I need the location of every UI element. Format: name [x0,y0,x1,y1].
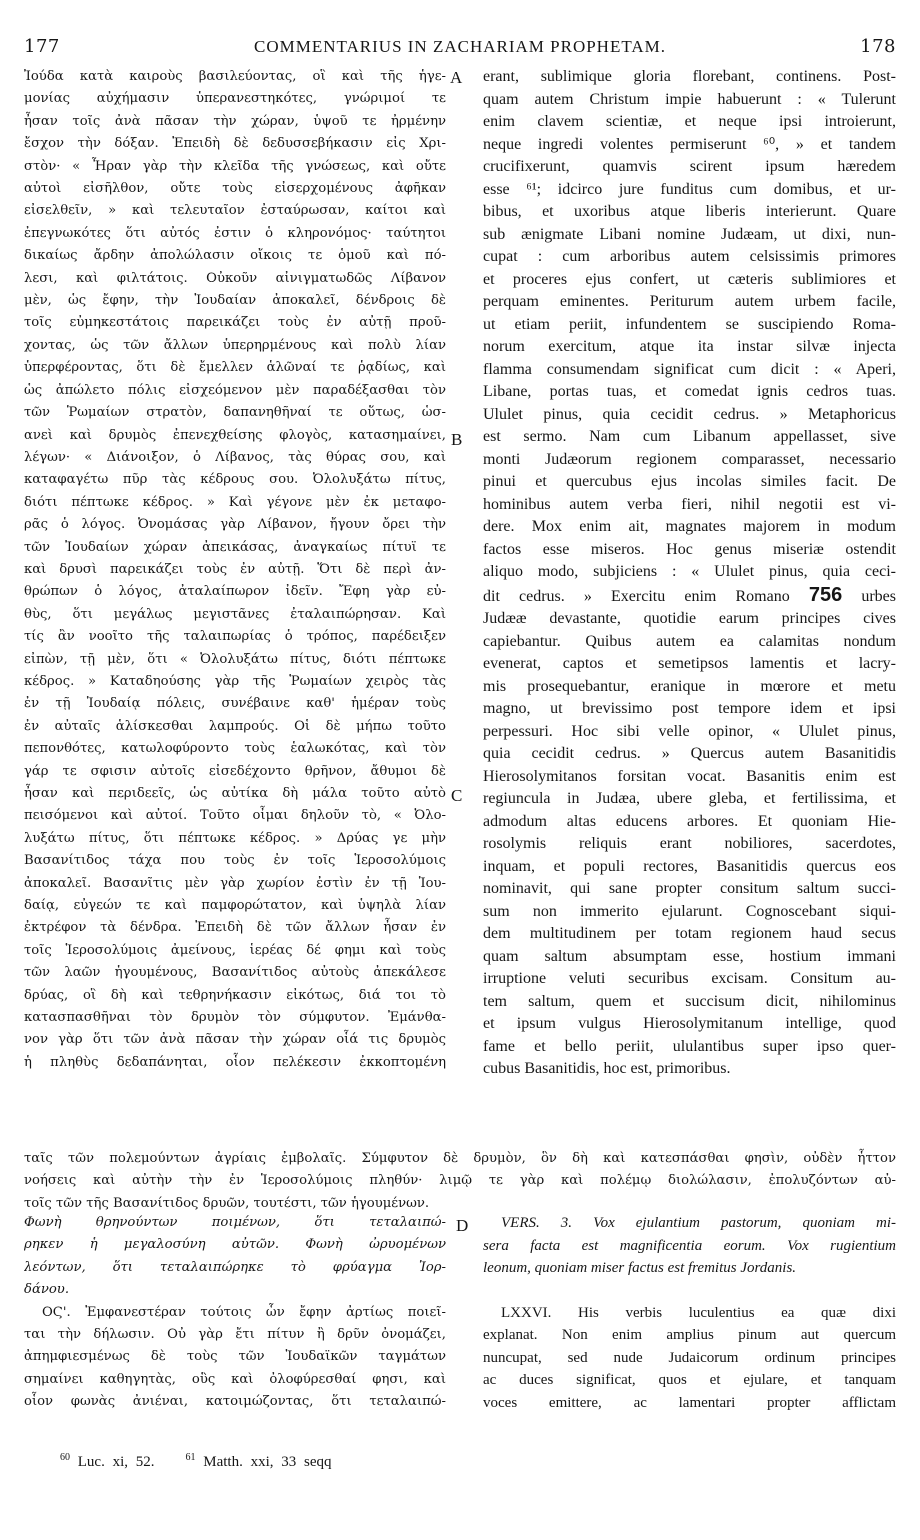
greek-text-line: κατασπασθῆναι τὸν δρυμὸν τὸν σύμφυτον. Ἐμάνθα- [24,1010,446,1026]
greek-text-line: ἐν αὐταῖς ἁλίσκεσθαι λαμπρούς. Οἱ δὲ μήπω τοῦτο [24,718,446,734]
latin-comment-line: voces emittere, ac lamentari propter afflictam [483,1394,896,1411]
greek-text-line: τίς ἂν νοοῖτο τῆς ταλαιπωρίας ὁ τρόπος, παρέδειξεν [24,629,446,645]
greek-text-line: νον γὰρ ὅτι τῶν ἀνὰ πᾶσαν τὴν χώραν οἷά τις δρυμὸς [24,1032,446,1048]
latin-text-line: enim clavem scientiæ, et neque ipsi introierunt, [483,113,896,130]
greek-text-line: μονίας αὐχήμασιν ὑπερανεστηκότες, γνώριμοί τε [24,91,446,107]
latin-text-line: aliquo modo, subjiciens : « Ululet pinus, quia ceci- [483,563,896,580]
latin-text-line: inquam, et populi rectores, Basanitidis quercus eos [483,857,896,875]
greek-verse-line: Φωνὴ θρηνούντων ποιμένων, ὅτι τεταλαιπώ- [24,1215,446,1230]
greek-text-line: τῶν λαῶν ἡγουμένους, Βασανίτιδος αὐτοὺς ἀπεκάλεσε [24,965,446,981]
latin-text-line: quam saltum absumptam esse, hostium immani [483,947,896,965]
greek-text-line: ἡ πληθὺς δεδαπάνηται, οἷον πελέκεσιν ἐκκοπτομένη [24,1054,446,1070]
latin-text-line: cubus Basanitidis, hoc est, primoribus. [483,1060,731,1077]
latin-text-line: et ipsum vulgus Hierosolymitanum intellige, quod [483,1015,896,1032]
latin-verse-line: sera facta est magnificentia eorum. Vox rugientium [483,1237,896,1254]
latin-comment-line: ac duces significat, quos et ejulare, et tanquam [483,1372,896,1388]
greek-text-line: μὲν, ὡς ἔφην, τὴν Ἰουδαίαν ἀποκαλεῖ, δένδροις δὲ [24,293,446,309]
running-header [24,36,896,66]
greek-text-line: ἐκτρέφον τὰ δένδρα. Ἐπειδὴ δὲ τῶν ἄλλων ἦσαν ἐν [24,920,446,936]
greek-text-line: κέδρος. » Καταδηούσης γὰρ τῆς Ῥωμαίων χειρὸς τὰς [24,673,446,689]
latin-text-line: irruptione veluti securibus excisam. Consitum au- [483,970,896,987]
greek-column [24,66,446,1074]
greek-text-line: λέγων· « Διάνοιξον, ὁ Λίβανος, τὰς θύρας σου, καὶ [24,449,446,465]
latin-text-line: neque ingredi volentes permiserunt ⁶⁰, » et tandem [483,135,896,153]
margin-marker-c: C [451,786,463,805]
latin-lower-column [483,1212,896,1414]
latin-text-line: norum exercitum, atque ita instar silvæ injecta [483,338,896,355]
latin-text-line: cupat : cum arboribus autem celsissimis primores [483,248,896,265]
latin-text-line: fame et bello periit, ululantibus super ipso quer- [483,1037,896,1055]
greek-text-line: εἰσελθεῖν, » καὶ τελευταῖον ἐσταύρωσαν, καίτοι καὶ [24,203,446,219]
greek-full-line: τοῖς τῶν τῆς Βασανίτιδος δρυῶν, τουτέστι, τῶν ἡγουμένων. [24,1195,430,1211]
greek-text-line: ὑπερφέροντας, ὅτι δὲ ἔμελλεν ἁλῶναί τε ῥᾳδίως, καὶ [24,360,446,376]
greek-text-line: ἦσαν καὶ περιδεεῖς, ὡς αὐτίκα δὴ μάλα τοῦτο αὐτὸ [24,786,446,801]
greek-text-line: ἐν τῇ Ἰουδαίᾳ πόλεις, συνέβαινε καθ' ἡμέραν τοὺς [24,696,446,712]
latin-text-line: sub ænigmate Libani nomine Judæam, ut dixi, nun- [483,225,896,243]
greek-text-line: ἀποκαλεῖ. Βασανῖτις μὲν γὰρ χωρίον ἐστὶν ἐν τῇ Ἰου- [24,875,446,891]
footnote-61-number: 61 [185,1452,196,1463]
latin-text-line: monti Judæorum regionem comparasset, necessario [483,450,896,468]
latin-text-line: Ululet pinus, quia cecidit cedrus. » Metaphoricus [483,405,896,423]
latin-text-line: dit cedrus. » Exercitu enim Romano 756 urbes [483,583,896,606]
greek-text-line: ἐπεγνωκότες ὅτι αὐτός ἐστιν ὁ κληρονόμος· ταύτητοι [24,225,446,241]
greek-text-line: διότι πέπτωκε κέδρος. » Καὶ γέγονε μὲν ἐκ μεταφο- [24,494,446,510]
latin-text-line: hominibus autem verba fieri, nihil negotii est vi- [483,495,896,513]
latin-text-line: factos esse miseros. Hoc genus miseriæ ostendit [483,540,896,558]
greek-text-line: τῶν Ἰουδαίων χώραν ἀπεικάσας, ἀναγκαίως πίτυϊ τε [24,539,446,555]
latin-text-line: perquam eminentes. Periturum autem urbem facile, [483,293,896,310]
greek-text-line: πεπονθότες, κατωλοφύροντο τοὺς ἑαλωκότας, καὶ τὸν [24,741,446,757]
latin-text-line: admodum altas educens arbores. Et quoniam Hie- [483,812,896,830]
greek-lower-column [24,1212,446,1414]
greek-text-line: δικαίως ἄρδην ἀπολώλασιν οἴκοις τε ὁμοῦ καὶ πό- [24,248,446,264]
latin-text-line: regiuncula in Judæa, ubere gleba, et fertilissima, et [483,790,896,807]
greek-text-line: τοῖς εὐμηκεστάτοις παρεικάζει τοὺς ἐν αὐτῇ προῦ- [24,315,446,331]
latin-text-line: sum non immerito ejularunt. Cognoscebant siqui- [483,902,896,920]
greek-text-line: πεισόμενοι καὶ αὐτοί. Τοῦτο οἶμαι δηλοῦν τὸ, « Ὀλο- [24,808,446,824]
running-title: COMMENTARIUS IN ZACHARIAM PROPHETAM. [253,37,667,56]
latin-text-line: rosolymis reliquis erant nobiliores, sacerdotes, [483,835,896,852]
column-number: 756 [808,583,843,606]
greek-commentary-paragraph [24,1302,446,1414]
latin-text-line: ut etiam periit, infundentem se suscipiendo Roma- [483,315,896,333]
greek-text-line: καταφαγέτω πῦρ τὰς κέδρους σου. Ὀλολυξάτω πίτυς, [24,472,446,488]
latin-verse-line: VERS. 3. Vox ejulantium pastorum, quoniam mi- [501,1215,896,1231]
greek-text-line: ἦσαν τοῖς ἀνὰ πᾶσαν τὴν χώραν, ὑψοῦ τε ἠρμένην [24,113,446,129]
latin-text-line: flamma consumendam significat cum dicit : « Aperi, [483,360,896,378]
greek-text-line: λεσι, καὶ φιλτάτοις. Οὐκοῦν αἰνιγματωδῶς Λίβανον [24,270,446,286]
greek-text-line: ανεὶ καὶ δρυμὸς ἐπενεχθείσης φλογὸς, κατασημαίνει, [24,427,446,443]
latin-commentary-paragraph [483,1302,896,1415]
greek-text-line: αὐτοὶ εἰσῆλθον, οὔτε τοὺς εἰσερχομένους ἀφῆκαν [24,181,446,197]
greek-text-line: τῶν Ῥωμαίων στρατὸν, δαπανηθῆναί τε οὕτως, ὡσ- [24,405,446,421]
greek-text-line: Ἰούδα κατὰ καιροὺς βασιλεύοντας, οἳ καὶ τῆς ἡγε- [24,69,446,84]
greek-text-line: Βασανίτιδος τάχα που τοὺς ἐν τοῖς Ἱεροσολύμοις [24,853,446,869]
footnote-60-text: Luc. xi, 52. [77,1454,155,1470]
greek-full-line: ταῖς τῶν πολεμούντων ἀγρίαις ἐμβολαῖς. Σύμφυτον δὲ δρυμὸν, ὃν δὴ καὶ κατεσπάσθαι φησὶν, οὐδὲν ἧττον [24,1151,896,1166]
greek-text-line: τοῖς Ἱεροσολύμοις ἀμείνους, ἱερέας δέ φημι καὶ τοὺς [24,942,446,958]
latin-text-line: Judææ devastante, quotidie earum principes cives [483,610,896,627]
greek-comment-line: οἷον φωνὰς ἀνιέναι, κατοιμώζοντας, ὅτι τεταλαιπώ- [24,1394,446,1410]
greek-full-line: νοήσεις καὶ αὐτὴν τὴν ἐν Ἱεροσολύμοις πληθύν· λιμῷ τε γὰρ καὶ πολέμῳ διολώλασιν, ἐπολυζόντων αὐ- [24,1173,896,1189]
greek-text-line: θὺς, ὅτι μεγάλως μεγιστᾶνες ἐταλαιπώρησαν. Καὶ [24,606,446,622]
footnotes [60,1452,332,1471]
greek-text-line: ὡς ἀπώλετο πόλις εἰσχεόμενον μὲν παραδέξασθαι τὸν [24,382,446,398]
greek-text-line: στὸν· « Ἦραν γὰρ τὴν κλεῖδα τῆς γνώσεως, καὶ οὔτε [24,158,446,174]
greek-verse-line: λεόντων, ὅτι τεταλαιπώρηκε τὸ φρύαγμα Ἰορ- [24,1259,446,1275]
margin-marker-d: D [456,1216,469,1235]
latin-text-line: Libane, portas tuas, et comedat ignis cedros tuas. [483,383,896,400]
latin-text-line: perpessuri. Hoc sibi velle opinor, « Ululet pinus, [483,722,896,740]
greek-full-width-paragraph [24,1148,896,1215]
latin-text-line: pinui et quercubus ejus incolas similes facit. De [483,473,896,490]
latin-text-line: bibus, et uxoribus atque liberis interierunt. Quare [483,203,896,220]
latin-text-line: est sermo. Nam cum Libanum appellasset, sive [483,428,896,445]
greek-verse-line: δάνου. [24,1282,70,1298]
margin-marker-a: A [450,68,463,87]
latin-text-line: nominavit, qui sane propter consitum saltum succi- [483,880,896,897]
greek-text-line: ἔσχον τὴν δόξαν. Ἐπειδὴ δὲ δεδυσσεβήκασιν εἰς Χρι- [24,136,446,152]
greek-text-line: δρύας, οἳ δὴ καὶ τεθρηνήκασιν εἰκότως, διά τοι τὸ [24,987,446,1003]
latin-text-line: quia cecidit cedrus. » Quercus autem Basanitidis [483,745,896,762]
greek-comment-line: σημαίνει καθηγητὰς, οὓς καὶ ὀλοφύρεσθαί φησι, καὶ [24,1371,446,1387]
latin-verse-line: leonum, quoniam miser factus est fremitus Jordanis. [483,1260,797,1276]
latin-text-line: dem multitudinem per totam regionem haud secus [483,925,896,942]
greek-text-line: εἰπὼν, τῇ μὲν, ὅτι « Ὀλολυξάτω πίτυς, διότι πέπτωκε [24,651,446,667]
greek-text-line: γάρ τε σφισιν αὐτοῖς εἰσεδέχοντο θρῆνον, ἄθυμοι δὲ [24,763,446,779]
greek-comment-line: ἀπημφιεσμένως δὲ τοὺς τῶν Ἰουδαϊκῶν ταγμάτων [24,1349,446,1365]
latin-comment-line: LXXVI. His verbis luculentius ea quæ dixi [501,1304,896,1321]
footnote-61-text: Matth. xxi, 33 seqq [203,1454,332,1470]
latin-column [483,66,896,1081]
latin-text-line: Hierosolymitanos forsitan vocat. Basanitis enim est [483,767,896,785]
greek-verse-text [24,1212,446,1302]
latin-text-line: evenerat, captos et semetipsos lamentis et lacry- [483,655,896,672]
latin-text-line: mis prosequebantur, eranique in mœrore et metu [483,677,896,695]
greek-comment-line: ΟϚ'. Ἐμφανεστέραν τούτοις ὧν ἔφην ἀρτίως ποιεῖ- [42,1304,446,1320]
footnote-60-number: 60 [60,1452,70,1463]
page-number-right: 178 [860,36,896,57]
page-number-left: 177 [24,36,60,57]
margin-marker-b: B [451,430,463,449]
latin-verse-text [483,1212,896,1280]
greek-text-line: λυξάτω πίτυς, ὅτι πέπτωκε κέδρος. » Δρύας γε μὴν [24,830,446,846]
latin-text-line: crucifixerunt, quamvis scirent ipsum hæredem [483,158,896,175]
greek-text-line: καὶ δρυσὶ παρεικάζει τοὺς ἐν αὐτῇ. Ὅτι δὲ περὶ ἀν- [24,561,446,577]
greek-comment-line: ται τὴν δήλωσιν. Οὐ γὰρ ἔτι πίτυν ἢ δρῦν ὀνομάζει, [24,1327,446,1343]
latin-text-line: quam autem Christum impie habuerunt : « Tulerunt [483,90,896,108]
latin-text-line: capiebantur. Quibus autem ea calamitas nondum [483,632,896,650]
latin-text-line: erant, sublimique gloria florebant, continens. Post- [483,68,896,85]
latin-comment-line: explanat. Non enim amplius pinum aut quercum [483,1327,896,1343]
greek-text-line: δαίᾳ, εὐγεών τε καὶ παμφορώτατον, καὶ ὑψηλὰ λίαν [24,898,446,914]
latin-text-line: esse ⁶¹; idcirco jure funditus cum domibus, et ur- [483,180,896,198]
greek-verse-line: ρηκεν ἡ μεγαλοσύνη αὐτῶν. Φωνὴ ὠρυομένων [24,1237,446,1253]
latin-text-line: magno, ut brevissimo post tempore idem et ipsi [483,700,896,717]
greek-text-line: θρώπων ὁ λόγος, ἀταλαίπωρον ἰδεῖν. Ἔφη γὰρ εὐ- [24,584,446,600]
latin-text-line: et proceres ejus confert, ut cæteris sublimiores et [483,270,896,288]
greek-text-line: χοντας, ὡς τῶν ἄλλων ὑπερηρμένους καὶ πολὺ λίαν [24,337,446,353]
latin-text-line: dere. Mox enim ait, magnates majorem in modum [483,518,896,535]
latin-text-line: tem saltum, quem et succisum dicit, nihilominus [483,992,896,1010]
latin-comment-line: nuncupat, sed nude Judaicorum ordinum principes [483,1349,896,1366]
greek-text-line: ρᾶς ὁ λόγος. Ὀνομάσας γὰρ Λίβανον, ἤγουν ὄρει τὴν [24,517,446,533]
